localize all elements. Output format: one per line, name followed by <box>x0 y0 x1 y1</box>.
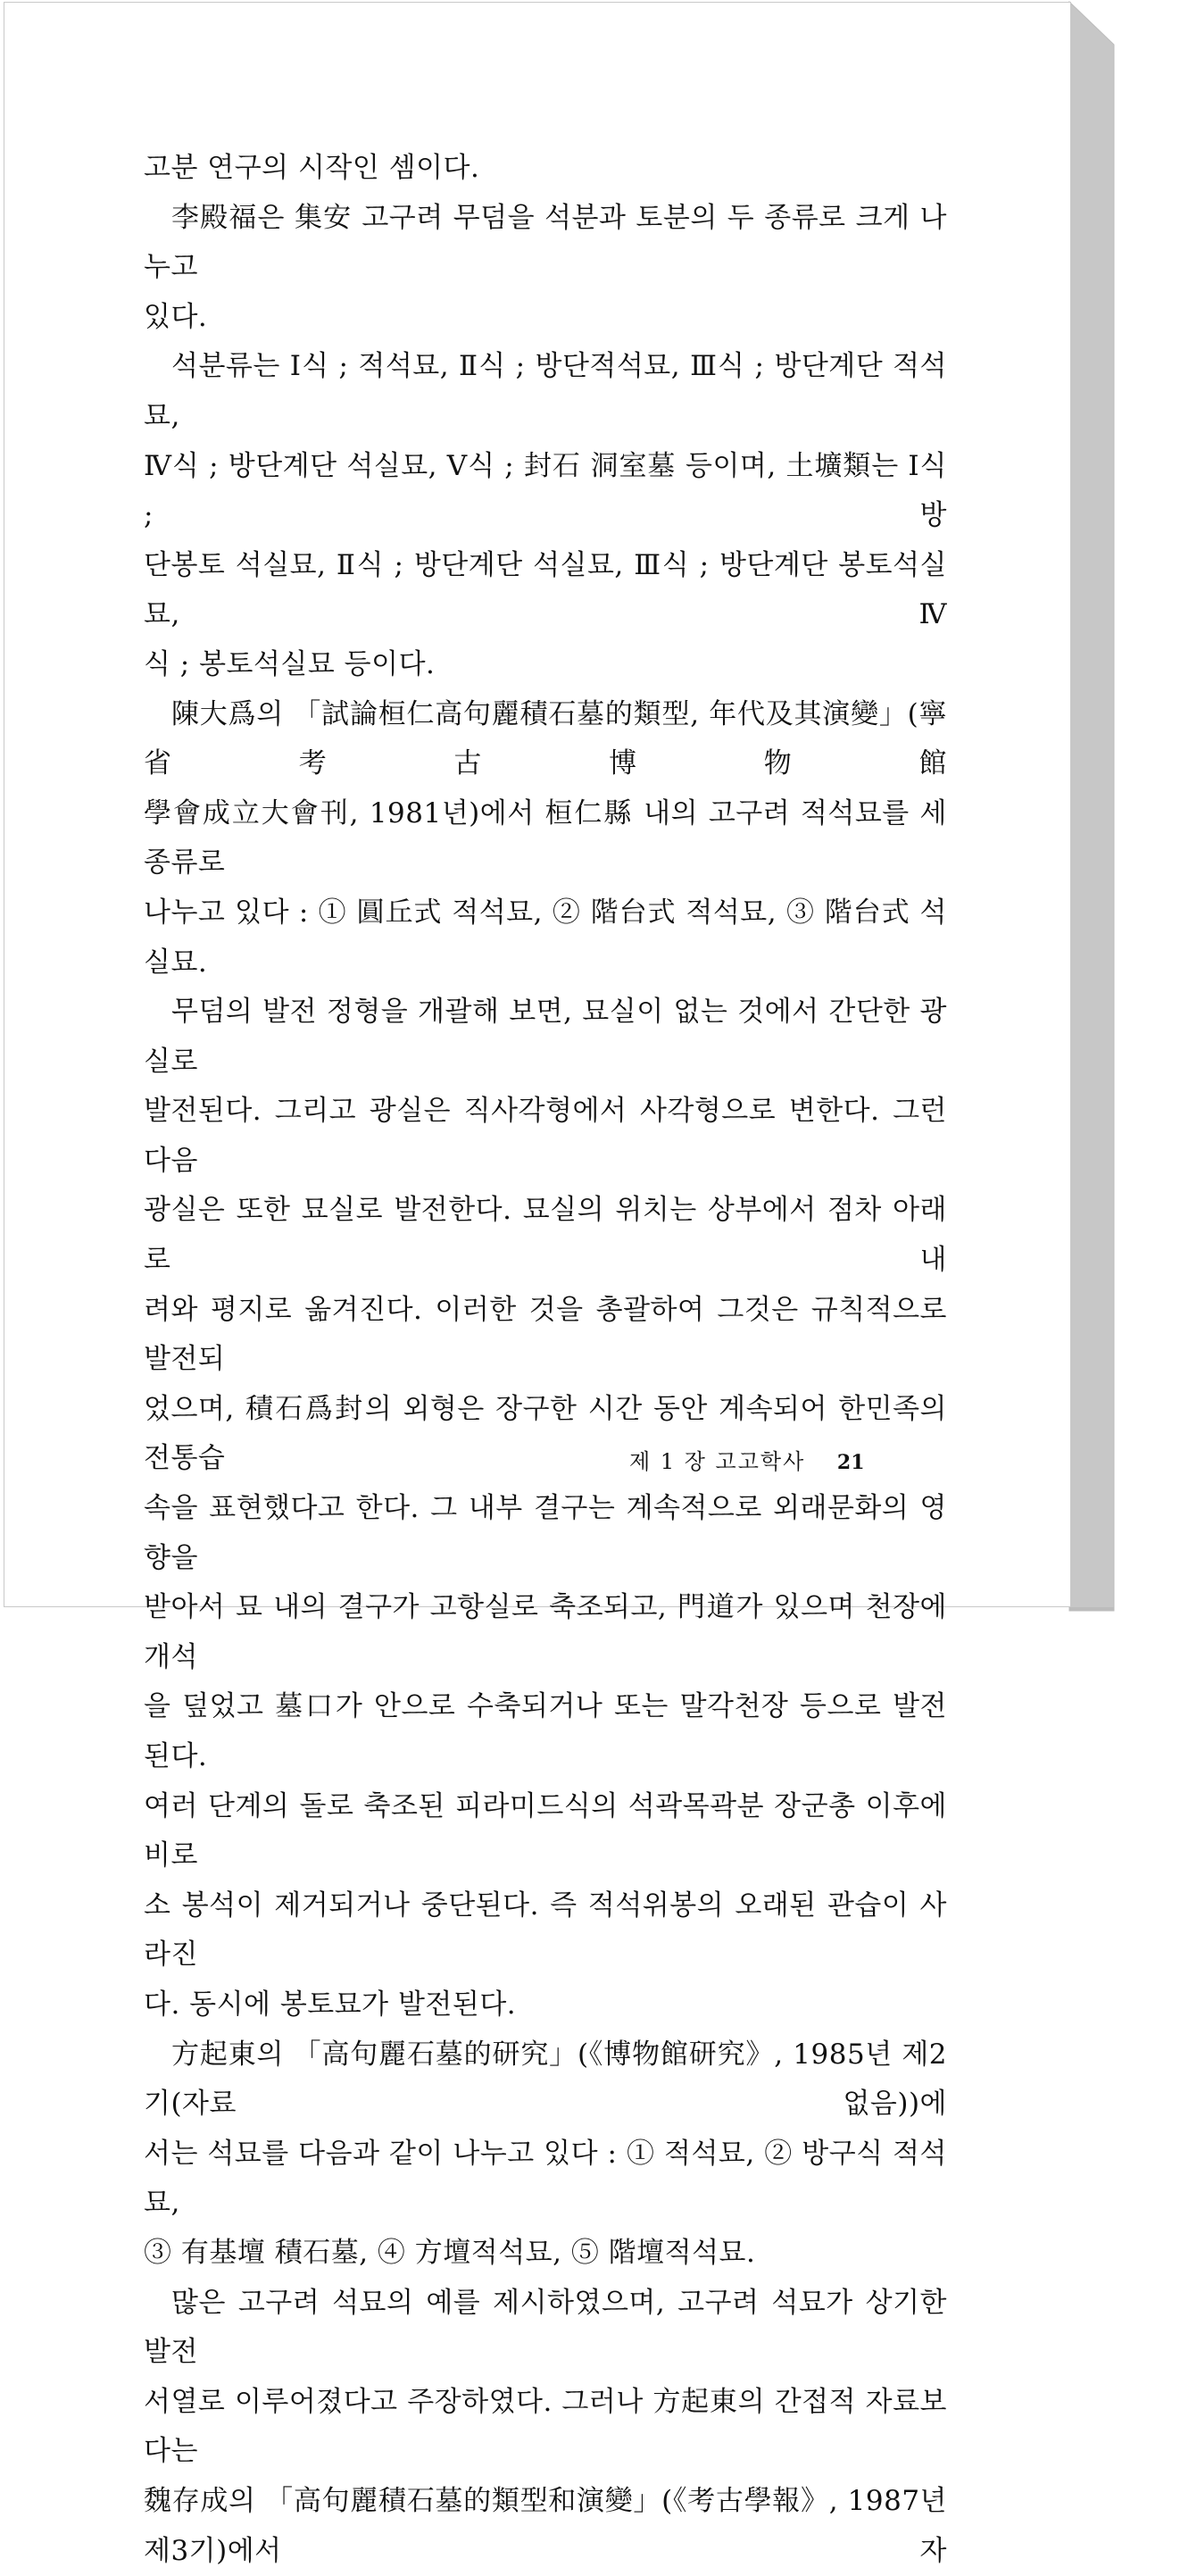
text-line: 무덤의 발전 정형을 개괄해 보면, 묘실이 없는 것에서 간단한 광실로 <box>144 996 947 1078</box>
text-line: 다. 동시에 봉토묘가 발전된다. <box>144 1988 517 2021</box>
text-line: 석분류는 Ⅰ식 ; 적석묘, Ⅱ식 ; 방단적석묘, Ⅲ식 ; 방단계단 적석묘, <box>144 350 947 432</box>
text-line: 식 ; 봉토석실묘 등이다. <box>144 647 436 680</box>
text-line: 나누고 있다 : ① 圓丘式 적석묘, ② 階台式 적석묘, ③ 階台式 석실묘. <box>144 896 947 979</box>
text-line: 소 봉석이 제거되거나 중단된다. 즉 적석위봉의 오래된 관습이 사라진 <box>144 1888 947 1972</box>
text-line: 여러 단계의 돌로 축조된 피라미드식의 석곽목곽분 장군총 이후에 비로 <box>144 1789 947 1872</box>
text-line: 려와 평지로 옮겨진다. 이러한 것을 총괄하여 그것은 규칙적으로 발전되 <box>144 1293 947 1376</box>
text-line: 陳大爲의 「試論桓仁高句麗積石墓的類型, 年代及其演變」(寧省考古博物館 <box>144 697 947 780</box>
text-line: 을 덮었고 墓口가 안으로 수축되거나 또는 말각천장 등으로 발전된다. <box>144 1690 947 1772</box>
text-line: 단봉토 석실묘, Ⅱ식 ; 방단계단 석실묘, Ⅲ식 ; 방단계단 봉토석실묘, Ⅳ <box>144 548 947 631</box>
page-footer <box>629 1444 933 1475</box>
text-line: 속을 표현했다고 한다. 그 내부 결구는 계속적으로 외래문화의 영향을 <box>144 1492 947 1574</box>
text-line: 魏存成의 「高句麗積石墓的類型和演變」(《考古學報》, 1987년 제3기)에서 자 <box>144 2484 947 2567</box>
text-line: 발전된다. 그리고 광실은 직사각형에서 사각형으로 변한다. 그런 다음 <box>144 1095 947 1177</box>
page-number: 21 <box>836 1451 865 1474</box>
chapter-title: 제 1 장 고고학사 <box>629 1449 806 1474</box>
text-line: 받아서 묘 내의 결구가 고항실로 축조되고, 門道가 있으며 천장에 개석 <box>144 1591 947 1673</box>
text-line: 있다. <box>144 300 208 333</box>
text-line: 서열로 이루어졌다고 주장하였다. 그러나 方起東의 간접적 자료보다는 <box>144 2385 947 2468</box>
text-line: 었으며, 積石爲封의 외형은 장구한 시간 동안 계속되어 한민족의 전통습 <box>144 1392 947 1475</box>
body-text <box>144 144 947 2576</box>
text-line: 學會成立大會刊, 1981년)에서 桓仁縣 내의 고구려 적석묘를 세 종류로 <box>144 796 947 880</box>
text-line: 광실은 또한 묘실로 발전한다. 묘실의 위치는 상부에서 점차 아래로 내 <box>144 1194 947 1277</box>
book-page <box>4 2 1071 2567</box>
text-line: 李殿福은 集安 고구려 무덤을 석분과 토분의 두 종류로 크게 나누고 <box>144 201 947 284</box>
text-line: 서는 석묘를 다음과 같이 나누고 있다 : ① 적석묘, ② 방구식 적석묘, <box>144 2137 947 2220</box>
text-line: 方起東의 「高句麗石墓的研究」(《博物館研究》, 1985년 제2기(자료 없음))에 <box>144 2038 947 2121</box>
text-line: ③ 有基壇 積石墓, ④ 方壇적석묘, ⑤ 階壇적석묘. <box>144 2236 756 2269</box>
text-line: 고분 연구의 시작인 셈이다. <box>144 152 480 184</box>
text-line: 많은 고구려 석묘의 예를 제시하였으며, 고구려 석묘가 상기한 발전 <box>144 2286 947 2369</box>
text-line: Ⅳ식 ; 방단계단 석실묘, Ⅴ식 ; 封石 洞室墓 등이며, 土壙類는 Ⅰ식 ; 방 <box>144 449 947 532</box>
